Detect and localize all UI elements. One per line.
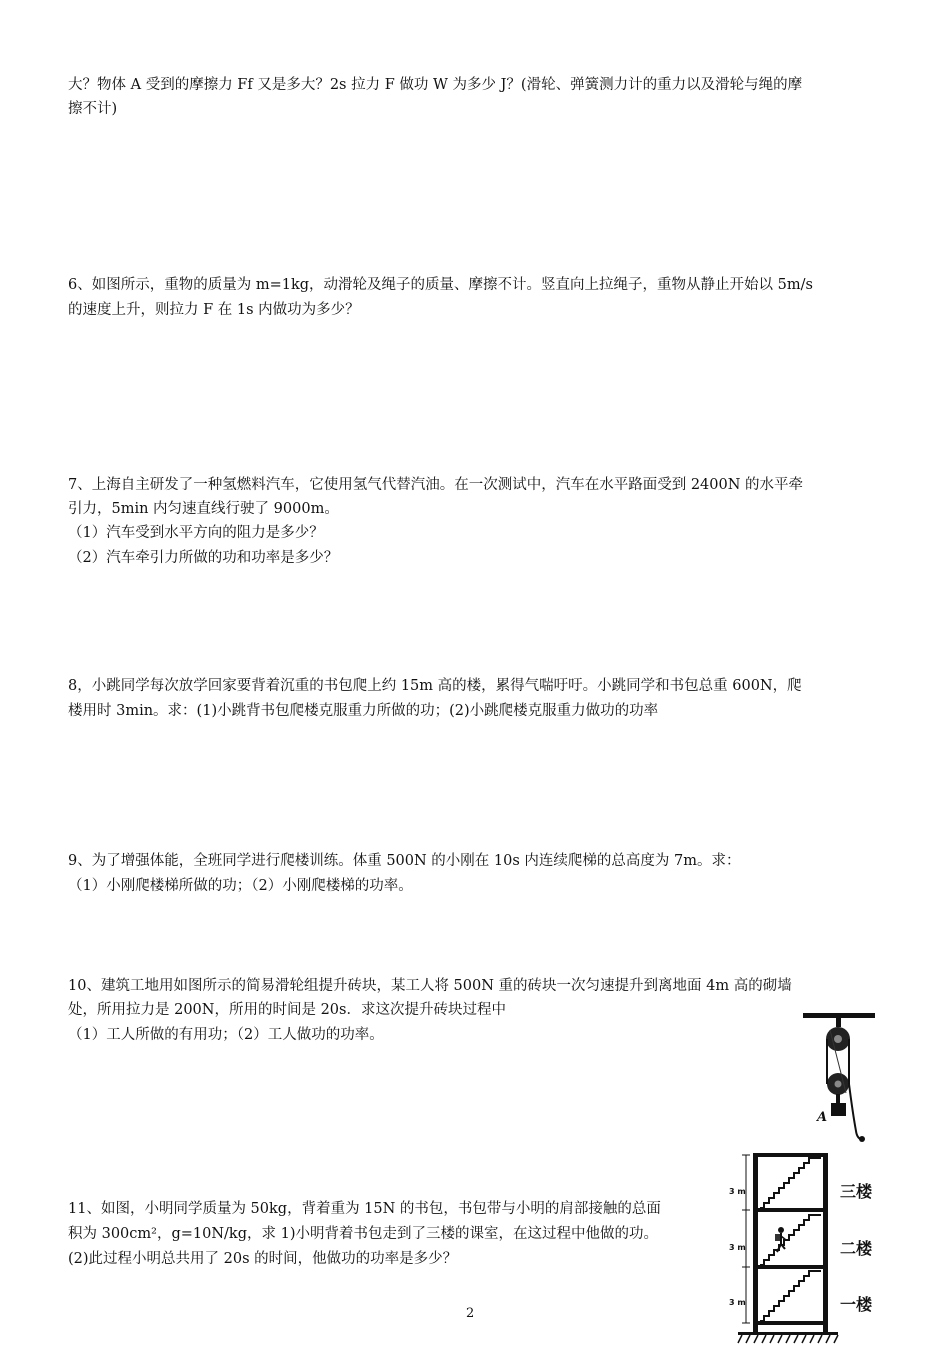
question-10-line: 处，所用拉力是 200N，所用的时间是 20s．求这次提升砖块过程中 [68,1002,506,1018]
question-7-line: 引力，5min 内匀速直线行驶了 9000m。 [68,501,339,517]
floor-label-second: 二楼 [840,1239,873,1258]
height-label: 3 m [729,1298,746,1307]
height-label: 3 m [729,1243,746,1252]
pulley-diagram [800,1005,880,1145]
height-label: 3 m [729,1187,746,1196]
pulley-figure [800,1005,880,1145]
building-figure [728,1148,888,1346]
question-11-line: 积为 300cm²，g=10N/kg，求 1)小明背着书包走到了三楼的课室，在这过程中他做的功。 [68,1226,658,1242]
question-7-line: 7、上海自主研发了一种氢燃料汽车，它使用氢气代替汽油。在一次测试中，汽车在水平路面受到 2400N 的水平牵 [68,477,804,493]
question-9-line: （1）小刚爬楼梯所做的功；（2）小刚爬楼梯的功率。 [68,878,413,894]
question-6-line: 6、如图所示，重物的质量为 m=1kg，动滑轮及绳子的质量、摩擦不计。竖直向上拉绳子，重物从静止开始以 5m/s [68,277,813,293]
question-10-line: （1）工人所做的有用功；（2）工人做功的功率。 [68,1027,384,1043]
text-line: 大？物体 A 受到的摩擦力 Ff 又是多大？2s 拉力 F 做功 W 为多少 J？(滑轮、弹簧测力计的重力以及滑轮与绳的摩 [68,77,803,93]
pulley-label-a: A [817,1110,828,1125]
question-11-line: (2)此过程小明总共用了 20s 的时间，他做功的功率是多少？ [68,1251,458,1267]
floor-label-first: 一楼 [840,1295,873,1314]
question-9-line: 9、为了增强体能，全班同学进行爬楼训练。体重 500N 的小刚在 10s 内连续爬梯的总高度为 7m。求： [68,853,741,869]
question-7-line: （2）汽车牵引力所做的功和功率是多少？ [68,550,339,566]
question-8-line: 楼用时 3min。求：(1)小跳背书包爬楼克服重力所做的功；(2)小跳爬楼克服重力做功的功率 [68,703,659,719]
question-6-line: 的速度上升，则拉力 F 在 1s 内做功为多少？ [68,302,360,318]
page-number: 2 [466,1306,475,1321]
question-8-line: 8，小跳同学每次放学回家要背着沉重的书包爬上约 15m 高的楼，累得气喘吁吁。小跳同学和书包总重 600N，爬 [68,678,802,694]
question-10-line: 10、建筑工地用如图所示的简易滑轮组提升砖块，某工人将 500N 重的砖块一次匀速提升到离地面 4m 高的砌墙 [68,978,792,994]
text-line: 擦不计) [68,101,118,117]
floor-label-third: 三楼 [840,1182,873,1201]
question-7-line: （1）汽车受到水平方向的阻力是多少？ [68,525,324,541]
question-11-line: 11、如图，小明同学质量为 50kg，背着重为 15N 的书包，书包带与小明的肩部接触的总面 [68,1201,661,1217]
